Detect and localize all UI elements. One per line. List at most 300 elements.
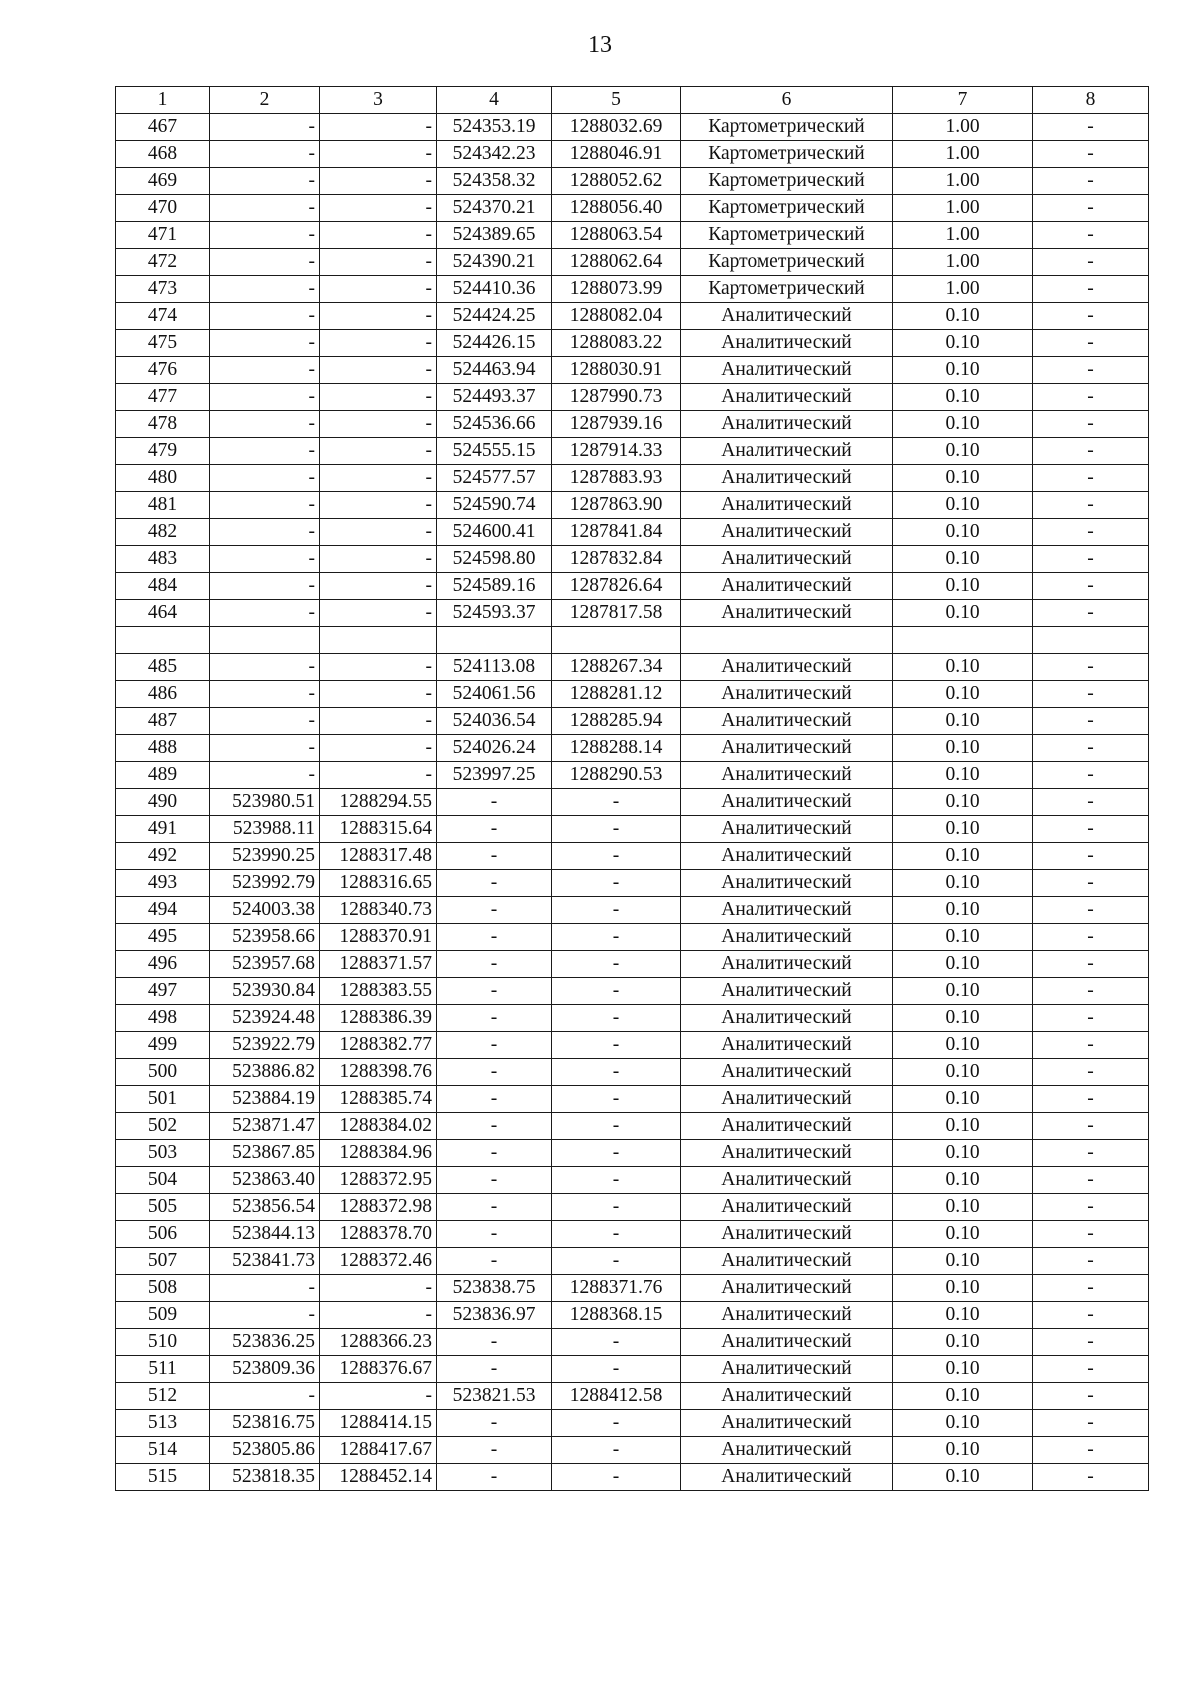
description-cell: - [1033,1059,1149,1086]
column-header: 7 [893,87,1033,114]
point-number-cell: 509 [116,1302,210,1329]
coord-x-old-cell: 523957.68 [210,951,320,978]
coord-y-new-cell: - [552,1437,681,1464]
point-number-cell: 511 [116,1356,210,1383]
method-cell: Картометрический [681,195,893,222]
coord-x-old-cell: - [210,222,320,249]
point-number-cell: 513 [116,1410,210,1437]
coord-y-old-cell: - [320,411,437,438]
table-row [116,357,1149,384]
description-cell: - [1033,519,1149,546]
coord-x-old-cell: - [210,519,320,546]
point-number-cell: 478 [116,411,210,438]
coord-y-old-cell: 1288317.48 [320,843,437,870]
point-number-cell: 473 [116,276,210,303]
coord-y-old-cell: 1288340.73 [320,897,437,924]
method-cell: Аналитический [681,762,893,789]
coord-x-old-cell: 523867.85 [210,1140,320,1167]
coord-x-old-cell: 523958.66 [210,924,320,951]
description-cell: - [1033,465,1149,492]
point-number-cell: 490 [116,789,210,816]
table-row [116,1248,1149,1275]
method-cell: Аналитический [681,870,893,897]
point-number-cell: 503 [116,1140,210,1167]
accuracy-cell: 0.10 [893,1248,1033,1275]
coord-x-old-cell: - [210,735,320,762]
coord-x-new-cell: 524036.54 [437,708,552,735]
accuracy-cell: 0.10 [893,1437,1033,1464]
coord-x-new-cell: - [437,1140,552,1167]
accuracy-cell: 0.10 [893,897,1033,924]
coord-x-new-cell: 524389.65 [437,222,552,249]
coord-y-old-cell: - [320,546,437,573]
coord-y-old-cell: - [320,654,437,681]
accuracy-cell: 0.10 [893,735,1033,762]
table-row [116,1005,1149,1032]
table-row [116,897,1149,924]
description-cell: - [1033,708,1149,735]
coord-y-old-cell: - [320,222,437,249]
coord-y-old-cell: - [320,600,437,627]
coord-y-old-cell [320,627,437,654]
description-cell: - [1033,924,1149,951]
table-row [116,114,1149,141]
accuracy-cell: 0.10 [893,843,1033,870]
table-row [116,816,1149,843]
description-cell: - [1033,141,1149,168]
coord-x-new-cell: - [437,1464,552,1491]
accuracy-cell: 0.10 [893,1356,1033,1383]
coord-y-old-cell: - [320,384,437,411]
coord-x-old-cell: - [210,438,320,465]
coord-y-new-cell: - [552,1248,681,1275]
coord-x-new-cell: - [437,1032,552,1059]
method-cell: Аналитический [681,816,893,843]
point-number-cell: 494 [116,897,210,924]
table-row [116,1275,1149,1302]
coord-y-old-cell: - [320,195,437,222]
method-cell: Аналитический [681,438,893,465]
coord-y-new-cell: 1288290.53 [552,762,681,789]
coord-x-new-cell: 524424.25 [437,303,552,330]
method-cell: Аналитический [681,897,893,924]
method-cell: Аналитический [681,789,893,816]
method-cell: Аналитический [681,1302,893,1329]
coord-y-old-cell: 1288376.67 [320,1356,437,1383]
coord-x-old-cell: 523922.79 [210,1032,320,1059]
description-cell: - [1033,1032,1149,1059]
coord-x-new-cell: 524061.56 [437,681,552,708]
coord-x-new-cell: 524577.57 [437,465,552,492]
coord-y-new-cell: - [552,1032,681,1059]
coord-y-old-cell: - [320,141,437,168]
accuracy-cell: 0.10 [893,357,1033,384]
description-cell: - [1033,1275,1149,1302]
table-row [116,978,1149,1005]
coord-x-new-cell: - [437,924,552,951]
coord-x-new-cell: - [437,1356,552,1383]
method-cell: Аналитический [681,708,893,735]
coord-x-new-cell: 524600.41 [437,519,552,546]
method-cell: Аналитический [681,1221,893,1248]
coord-y-old-cell: - [320,1383,437,1410]
accuracy-cell: 0.10 [893,600,1033,627]
coord-x-old-cell: - [210,195,320,222]
coord-y-old-cell: 1288294.55 [320,789,437,816]
coord-x-old-cell: 523924.48 [210,1005,320,1032]
coord-x-new-cell: 523821.53 [437,1383,552,1410]
description-cell: - [1033,168,1149,195]
accuracy-cell: 0.10 [893,438,1033,465]
accuracy-cell: 0.10 [893,573,1033,600]
coord-x-old-cell: 523884.19 [210,1086,320,1113]
table-row [116,951,1149,978]
accuracy-cell: 0.10 [893,492,1033,519]
point-number-cell: 472 [116,249,210,276]
coord-x-new-cell: 524589.16 [437,573,552,600]
coord-y-new-cell: - [552,1113,681,1140]
method-cell: Аналитический [681,1086,893,1113]
coord-y-new-cell: 1288288.14 [552,735,681,762]
coord-y-new-cell: 1287832.84 [552,546,681,573]
table-row [116,735,1149,762]
table-row [116,1437,1149,1464]
coordinates-table [115,86,1149,1491]
description-cell: - [1033,1437,1149,1464]
point-number-cell: 486 [116,681,210,708]
method-cell: Аналитический [681,1275,893,1302]
table-row [116,708,1149,735]
description-cell: - [1033,654,1149,681]
coord-y-new-cell: - [552,1005,681,1032]
coord-x-new-cell: - [437,1437,552,1464]
point-number-cell: 467 [116,114,210,141]
description-cell: - [1033,681,1149,708]
accuracy-cell: 1.00 [893,168,1033,195]
coord-y-old-cell: 1288371.57 [320,951,437,978]
coord-x-old-cell: 523990.25 [210,843,320,870]
description-cell: - [1033,816,1149,843]
method-cell: Картометрический [681,222,893,249]
coord-y-new-cell [552,627,681,654]
accuracy-cell: 1.00 [893,222,1033,249]
description-cell: - [1033,1464,1149,1491]
method-cell: Аналитический [681,492,893,519]
accuracy-cell: 0.10 [893,924,1033,951]
coord-x-new-cell: 523838.75 [437,1275,552,1302]
coord-y-old-cell: 1288452.14 [320,1464,437,1491]
table-row [116,1302,1149,1329]
point-number-cell: 501 [116,1086,210,1113]
method-cell: Аналитический [681,330,893,357]
coord-y-old-cell: 1288417.67 [320,1437,437,1464]
point-number-cell: 482 [116,519,210,546]
coord-x-new-cell: 524370.21 [437,195,552,222]
method-cell: Аналитический [681,1059,893,1086]
table-row [116,762,1149,789]
coord-x-new-cell: 524342.23 [437,141,552,168]
method-cell: Картометрический [681,168,893,195]
coord-x-new-cell: 524555.15 [437,438,552,465]
table-row [116,249,1149,276]
description-cell: - [1033,384,1149,411]
description-cell: - [1033,357,1149,384]
description-cell [1033,627,1149,654]
coord-y-new-cell: 1288046.91 [552,141,681,168]
point-number-cell: 500 [116,1059,210,1086]
description-cell: - [1033,114,1149,141]
description-cell: - [1033,195,1149,222]
description-cell: - [1033,843,1149,870]
coord-x-new-cell: 523997.25 [437,762,552,789]
description-cell: - [1033,411,1149,438]
method-cell: Аналитический [681,1167,893,1194]
coord-y-old-cell: 1288383.55 [320,978,437,1005]
coord-x-new-cell: 524593.37 [437,600,552,627]
description-cell: - [1033,330,1149,357]
coord-x-old-cell: 523988.11 [210,816,320,843]
table-row [116,627,1149,654]
point-number-cell: 488 [116,735,210,762]
coord-y-old-cell: - [320,1302,437,1329]
coord-x-old-cell: 523992.79 [210,870,320,897]
coord-x-old-cell: - [210,600,320,627]
accuracy-cell: 0.10 [893,1221,1033,1248]
point-number-cell: 469 [116,168,210,195]
coord-y-new-cell: 1288412.58 [552,1383,681,1410]
coord-x-new-cell: 523836.97 [437,1302,552,1329]
coord-x-new-cell: 524353.19 [437,114,552,141]
coord-y-old-cell: 1288372.95 [320,1167,437,1194]
coord-y-old-cell: - [320,276,437,303]
table-row [116,411,1149,438]
coord-x-old-cell: - [210,411,320,438]
table-row [116,546,1149,573]
description-cell: - [1033,1221,1149,1248]
coord-y-new-cell: - [552,1086,681,1113]
coord-y-old-cell: 1288384.96 [320,1140,437,1167]
coord-y-old-cell: - [320,438,437,465]
point-number-cell: 508 [116,1275,210,1302]
accuracy-cell: 0.10 [893,1140,1033,1167]
method-cell: Аналитический [681,1113,893,1140]
coord-y-new-cell: 1287990.73 [552,384,681,411]
column-header: 4 [437,87,552,114]
coord-y-old-cell: 1288414.15 [320,1410,437,1437]
method-cell: Картометрический [681,141,893,168]
point-number-cell: 476 [116,357,210,384]
coord-y-new-cell: 1288056.40 [552,195,681,222]
coord-x-old-cell: - [210,141,320,168]
method-cell: Аналитический [681,573,893,600]
coord-y-new-cell: - [552,897,681,924]
coord-x-old-cell: - [210,330,320,357]
coord-x-old-cell: - [210,1383,320,1410]
coord-x-old-cell: - [210,1275,320,1302]
accuracy-cell [893,627,1033,654]
coord-x-new-cell: - [437,1005,552,1032]
point-number-cell: 507 [116,1248,210,1275]
coord-x-old-cell: 523816.75 [210,1410,320,1437]
coord-y-new-cell: - [552,870,681,897]
method-cell: Картометрический [681,249,893,276]
coord-y-new-cell: 1288052.62 [552,168,681,195]
point-number-cell: 504 [116,1167,210,1194]
coord-y-old-cell: 1288370.91 [320,924,437,951]
accuracy-cell: 0.10 [893,870,1033,897]
coord-x-old-cell: - [210,654,320,681]
method-cell: Аналитический [681,735,893,762]
method-cell: Аналитический [681,384,893,411]
coord-y-new-cell: 1288062.64 [552,249,681,276]
table-row [116,168,1149,195]
coord-x-old-cell: 524003.38 [210,897,320,924]
point-number-cell: 464 [116,600,210,627]
coord-x-new-cell: - [437,1194,552,1221]
coord-x-new-cell: 524598.80 [437,546,552,573]
coord-y-new-cell: - [552,1329,681,1356]
description-cell: - [1033,546,1149,573]
table-row [116,465,1149,492]
coord-y-new-cell: - [552,816,681,843]
coord-y-new-cell: 1287883.93 [552,465,681,492]
accuracy-cell: 0.10 [893,465,1033,492]
coord-y-new-cell: 1288371.76 [552,1275,681,1302]
coord-x-old-cell: - [210,762,320,789]
coord-y-old-cell: - [320,708,437,735]
coord-y-new-cell: - [552,1140,681,1167]
accuracy-cell: 0.10 [893,1275,1033,1302]
accuracy-cell: 1.00 [893,249,1033,276]
coord-y-old-cell: - [320,735,437,762]
coord-y-new-cell: - [552,1059,681,1086]
table-row [116,1086,1149,1113]
table-row [116,519,1149,546]
description-cell: - [1033,276,1149,303]
point-number-cell: 506 [116,1221,210,1248]
description-cell: - [1033,438,1149,465]
coord-x-old-cell [210,627,320,654]
table-row [116,1221,1149,1248]
method-cell: Аналитический [681,519,893,546]
coord-x-old-cell: - [210,681,320,708]
column-header: 2 [210,87,320,114]
coord-x-old-cell: 523871.47 [210,1113,320,1140]
coord-y-old-cell: 1288372.98 [320,1194,437,1221]
coord-x-new-cell: 524113.08 [437,654,552,681]
coord-x-old-cell: 523805.86 [210,1437,320,1464]
description-cell: - [1033,573,1149,600]
table-row [116,1032,1149,1059]
point-number-cell: 480 [116,465,210,492]
description-cell: - [1033,897,1149,924]
coord-x-old-cell: 523844.13 [210,1221,320,1248]
coord-x-new-cell: - [437,789,552,816]
table-row [116,789,1149,816]
table-row [116,330,1149,357]
method-cell: Аналитический [681,924,893,951]
coord-x-new-cell: 524410.36 [437,276,552,303]
method-cell: Аналитический [681,1248,893,1275]
description-cell: - [1033,1410,1149,1437]
accuracy-cell: 0.10 [893,1410,1033,1437]
accuracy-cell: 0.10 [893,762,1033,789]
point-number-cell [116,627,210,654]
description-cell: - [1033,600,1149,627]
table-row [116,843,1149,870]
coord-x-old-cell: 523836.25 [210,1329,320,1356]
coord-x-old-cell: - [210,249,320,276]
method-cell: Аналитический [681,411,893,438]
description-cell: - [1033,978,1149,1005]
column-header: 5 [552,87,681,114]
coord-y-new-cell: - [552,843,681,870]
point-number-cell: 474 [116,303,210,330]
coord-y-old-cell: 1288315.64 [320,816,437,843]
table-row [116,438,1149,465]
point-number-cell: 495 [116,924,210,951]
table-row [116,195,1149,222]
coord-x-old-cell: 523841.73 [210,1248,320,1275]
coord-x-new-cell: 524590.74 [437,492,552,519]
description-cell: - [1033,222,1149,249]
point-number-cell: 505 [116,1194,210,1221]
method-cell: Аналитический [681,600,893,627]
column-header: 1 [116,87,210,114]
description-cell: - [1033,1140,1149,1167]
description-cell: - [1033,1194,1149,1221]
accuracy-cell: 0.10 [893,384,1033,411]
accuracy-cell: 1.00 [893,276,1033,303]
point-number-cell: 502 [116,1113,210,1140]
coord-x-old-cell: - [210,168,320,195]
method-cell: Картометрический [681,276,893,303]
accuracy-cell: 0.10 [893,1329,1033,1356]
accuracy-cell: 0.10 [893,654,1033,681]
coord-x-old-cell: - [210,303,320,330]
accuracy-cell: 0.10 [893,1464,1033,1491]
coord-y-old-cell: 1288398.76 [320,1059,437,1086]
coord-x-old-cell: 523980.51 [210,789,320,816]
accuracy-cell: 0.10 [893,1032,1033,1059]
accuracy-cell: 0.10 [893,519,1033,546]
coord-y-old-cell: - [320,465,437,492]
coord-x-old-cell: - [210,492,320,519]
coord-y-new-cell: 1288030.91 [552,357,681,384]
coord-y-old-cell: - [320,168,437,195]
table-row [116,1464,1149,1491]
coord-y-new-cell: 1288368.15 [552,1302,681,1329]
coord-y-new-cell: - [552,978,681,1005]
method-cell: Аналитический [681,951,893,978]
accuracy-cell: 0.10 [893,816,1033,843]
method-cell: Аналитический [681,303,893,330]
coord-y-old-cell: 1288384.02 [320,1113,437,1140]
coord-x-old-cell: - [210,708,320,735]
coord-y-new-cell: 1287841.84 [552,519,681,546]
coord-y-new-cell: 1288083.22 [552,330,681,357]
table-row [116,1194,1149,1221]
coord-y-new-cell: - [552,1410,681,1437]
method-cell: Аналитический [681,1140,893,1167]
point-number-cell: 491 [116,816,210,843]
coord-y-new-cell: - [552,1464,681,1491]
accuracy-cell: 1.00 [893,141,1033,168]
coord-x-new-cell: - [437,897,552,924]
accuracy-cell: 0.10 [893,978,1033,1005]
column-header: 3 [320,87,437,114]
accuracy-cell: 0.10 [893,1059,1033,1086]
